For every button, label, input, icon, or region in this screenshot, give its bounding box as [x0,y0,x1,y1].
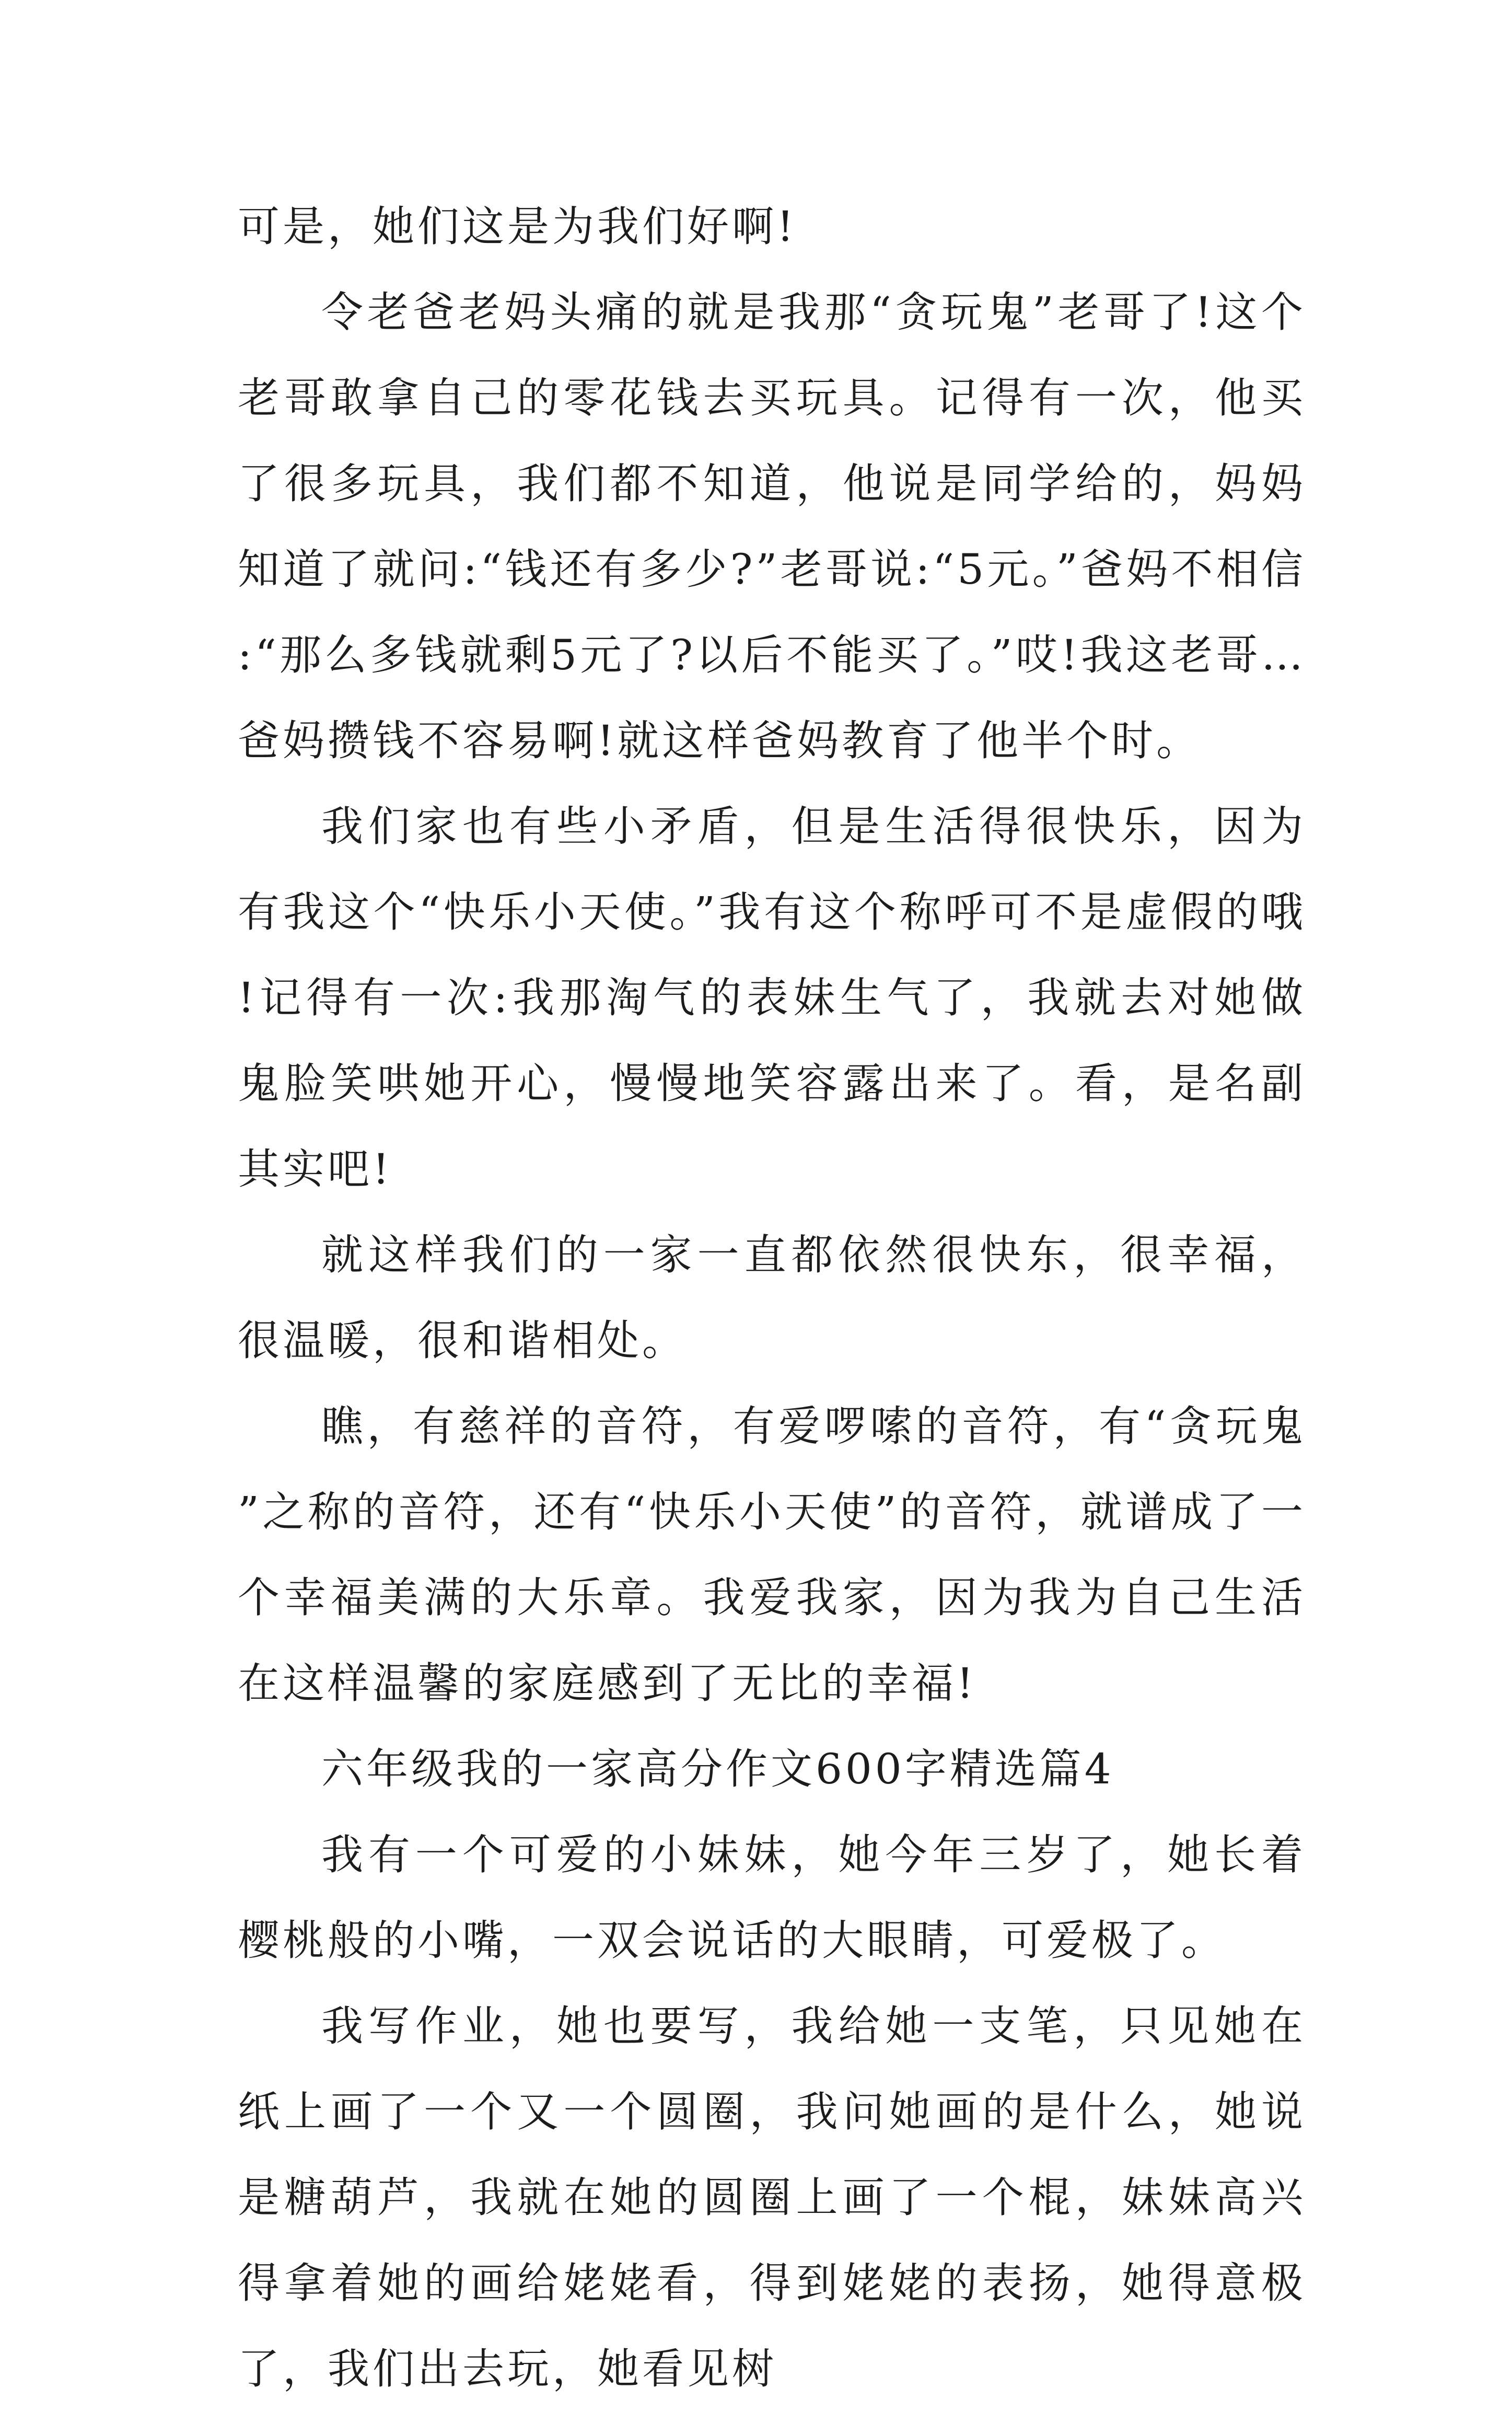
paragraph-family-happy: 就这样我们的一家一直都依然很快东，很幸福，很温暖，很和谐相处。 [238,1231,1306,1365]
paragraph-happy-angel: 我们家也有些小矛盾，但是生活得很快乐，因为有我这个“快乐小天使。”我有这个称呼可不是虚假的哦!记得有一次:我那淘气的表妹生气了，我就去对她做鬼脸笑哄她开心，慢慢地笑容露出来了。看，是名副其实吧! [238,802,1306,1193]
paragraph-little-sister: 我有一个可爱的小妹妹，她今年三岁了，她长着樱桃般的小嘴，一双会说话的大眼睛，可爱极了。 [238,1830,1306,1965]
document-body [238,184,1306,2412]
paragraph-continuation: 可是，她们这是为我们好啊! [238,202,797,251]
paragraph-brother: 令老爸老妈头痛的就是我那“贪玩鬼”老哥了!这个老哥敢拿自己的零花钱去买玩具。记得有一次，他买了很多玩具，我们都不知道，他说是同学给的，妈妈知道了就问:“钱还有多少?”老哥说:“5元。”爸妈不相信:“那么多钱就剩5元了?以后不能买了。”哎!我这老哥…爸妈攒钱不容易啊!就这样爸妈教育了他半个时。 [238,288,1306,765]
essay-heading: 六年级我的一家高分作文600字精选篇4 [321,1745,1114,1793]
paragraph-homework: 我写作业，她也要写，我给她一支笔，只见她在纸上画了一个又一个圆圈，我问她画的是什么，她说是糖葫芦，我就在她的圆圈上画了一个棍，妹妹高兴得拿着她的画给姥姥看，得到姥姥的表扬，她得意极了，我们出去玩，她看见树 [238,2002,1306,2393]
paragraph-music-notes: 瞧，有慈祥的音符，有爱啰嗦的音符，有“贪玩鬼”之称的音符，还有“快乐小天使”的音符，就谱成了一个幸福美满的大乐章。我爱我家，因为我为自己生活在这样温馨的家庭感到了无比的幸福! [238,1402,1306,1708]
